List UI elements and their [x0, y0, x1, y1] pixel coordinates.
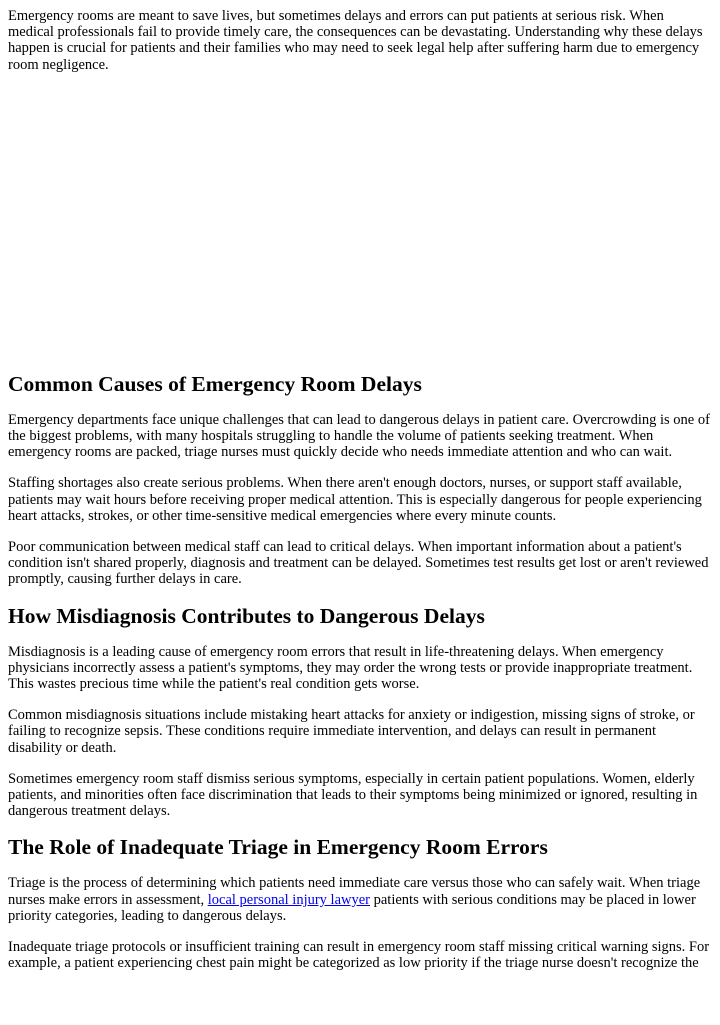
paragraph: Common misdiagnosis situations include mistaking heart attacks for anxiety or indigestion, missing signs of stroke, or failing to recognize sepsis. These conditions require immediate intervention, and delays can result in permanent disability or death.: [8, 707, 695, 756]
intro-paragraph: Emergency rooms are meant to save lives, but sometimes delays and errors can put patients at serious risk. When medical professionals fail to provide timely care, the consequences can be devastating. Understanding why these delays happen is crucial for patients and their families who may need to seek legal help after suffering harm due to emergency room negligence.: [8, 8, 703, 73]
paragraph: Poor communication between medical staff can lead to critical delays. When important information about a patient's condition isn't shared properly, diagnosis and treatment can be delayed. Sometimes test results get lost or aren't reviewed promptly, causing further delays in care.: [8, 539, 709, 588]
embedded-media-area: [8, 88, 712, 371]
lawyer-link[interactable]: local personal injury lawyer: [207, 891, 370, 908]
paragraph-text: Triage is the process of determining which patients need immediate care versus those who can safely wait. When triage nurses make errors in assessment,: [8, 875, 701, 908]
paragraph: Emergency departments face unique challenges that can lead to dangerous delays in patient care. Overcrowding is one of the biggest problems, with many hospitals struggling to handle the volume of patients seeking treatment. When emergency rooms are packed, triage nurses must quickly decide who needs immediate attention and who can wait.: [8, 411, 710, 461]
paragraph-with-link: [8, 875, 712, 924]
section-heading-triage: The Role of Inadequate Triage in Emergency Room Errors: [8, 835, 548, 860]
section-heading-causes: Common Causes of Emergency Room Delays: [8, 371, 422, 396]
article: [0, 8, 720, 971]
paragraph: Staffing shortages also create serious problems. When there aren't enough doctors, nurses, or support staff available, patients may wait hours before receiving proper medical attention. This is especially dangerous for people experiencing heart attacks, strokes, or other time-sensitive medical emergencies where every minute counts.: [8, 475, 702, 524]
paragraph: Sometimes emergency room staff dismiss serious symptoms, especially in certain patient populations. Women, elderly patients, and minorities often face discrimination that leads to their symptoms being minimized or ignored, resulting in dangerous treatment delays.: [8, 770, 698, 820]
section-heading-misdiagnosis: How Misdiagnosis Contributes to Dangerous Delays: [8, 603, 485, 628]
paragraph-text: patients with serious conditions may be placed in lower priority categories, leading to dangerous delays.: [8, 891, 696, 924]
paragraph: Misdiagnosis is a leading cause of emergency room errors that result in life-threatening delays. When emergency physicians incorrectly assess a patient's symptoms, they may order the wrong tests or provide inappropriate treatment. This wastes precious time while the patient's real condition gets worse.: [8, 643, 693, 693]
paragraph: Inadequate triage protocols or insufficient training can result in emergency room staff missing critical warning signs. For example, a patient experiencing chest pain might be categorized as low priority if the triage nurse doesn't recognize the: [8, 939, 710, 972]
